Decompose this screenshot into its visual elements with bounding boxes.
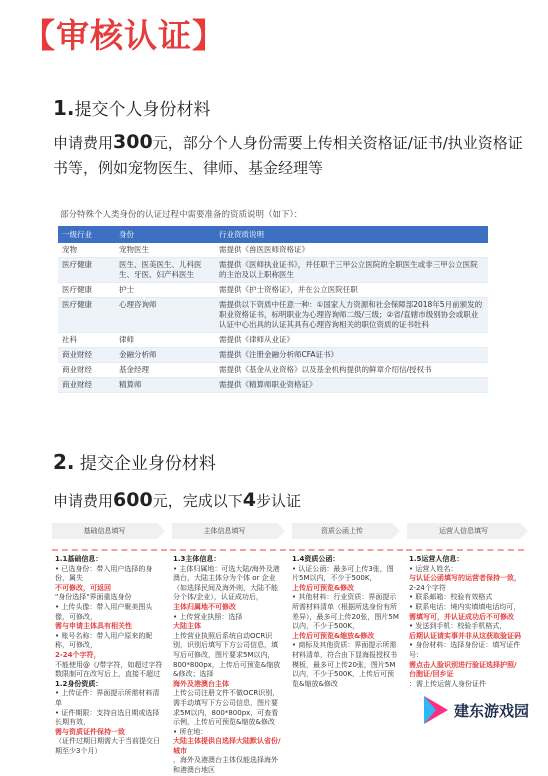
table-header-cell: 行业资质说明 xyxy=(215,226,488,243)
flow-line: （证件过期日期需大于当前提交日期至少3个月） xyxy=(55,737,160,755)
flow-line: • 联系电话：境内实填填电话均可， xyxy=(409,602,521,611)
table-row xyxy=(58,378,488,393)
flow-line: • 其他材料：行业资质：界面提示所需材料清单（根据所选身份有所差异），最多可上传20张，图片5M以内，不少于500K， xyxy=(292,593,399,631)
table-cell: 基金经理 xyxy=(115,363,215,378)
table-cell: 律师 xyxy=(115,333,215,348)
table-cell: 需提供《医师执业证书》，并任职于三甲公立医院的全职医生或非三甲公立医院的主治及以上职称医生 xyxy=(215,258,488,283)
flow-line: ：需上传运营人身份证件 xyxy=(409,679,486,688)
table-row xyxy=(58,283,488,298)
table-body xyxy=(58,243,488,393)
flow-line: 上传公司注册文件不做OCR识别，需手动填写下方公司信息，图片要求5M以内，800*800px，可查看示例，上传后可预览&缩放&修改 xyxy=(173,689,280,727)
table-row xyxy=(58,243,488,258)
flow-line: 1.2身份资质： xyxy=(55,679,103,688)
table-cell: 商业财经 xyxy=(58,348,115,363)
flow-line: 大陆主体提供自选择大陆默认省份/城市 xyxy=(173,737,281,755)
section2-fee: 600 xyxy=(113,489,153,511)
flow-line: 不能使用@《/带字符，如超过字符数限制可在改写后上，直接不超过 xyxy=(55,660,163,679)
flow-line: 上传后可预览&修改 xyxy=(292,583,355,592)
flow-line: • 上传营业执照：选择 xyxy=(173,612,243,621)
table-cell: 社科 xyxy=(58,333,115,348)
table-header-cell: 身份 xyxy=(115,226,215,243)
flow-line: • 联系邮箱：校验有效格式 xyxy=(409,593,493,602)
flow-line: 1.1基础信息： xyxy=(55,555,103,563)
table-cell: 心理咨询师 xyxy=(115,298,215,333)
table-header-cell: 一级行业 xyxy=(58,226,115,243)
flow-step-2: 主体信息填写 xyxy=(172,523,277,539)
flow-column-entity-info xyxy=(170,549,286,775)
table-cell: 需提供《护士资格证》，并在公立医院任职 xyxy=(215,283,488,298)
table-cell: 商业财经 xyxy=(58,363,115,378)
table-row xyxy=(58,333,488,348)
table-cell: 需提供《精算师职业资格证》 xyxy=(215,378,488,393)
table-row xyxy=(58,363,488,378)
flow-line: 主体归属地不可修改 xyxy=(173,602,236,611)
flow-line: ，海外及港澳台主体仅能选择海外和港澳台地区 xyxy=(173,756,278,775)
table-cell: 医疗健康 xyxy=(58,258,115,283)
table-cell: 需提供《律师从业证》 xyxy=(215,333,488,348)
table-cell: 护士 xyxy=(115,283,215,298)
flow-line: 需点击人脸识别进行验证选择护照/台胞证/回乡证 xyxy=(409,660,517,679)
section2-heading xyxy=(53,449,216,474)
flow-step-3: 资质公函上传 xyxy=(292,523,392,539)
flow-column-credentials xyxy=(289,549,403,734)
section1-heading-text: 提交个人身份材料 xyxy=(74,100,211,120)
section2-para-mid: 元，完成以下 xyxy=(152,492,243,510)
flow-line: 1.3主体信息： xyxy=(173,555,221,563)
section1-para-post: 元，部分个人身份需要上传相关资格证/证书/执业资格证书等，例如宠物医生、律师、基金经理等 xyxy=(53,134,523,177)
section2-number: 2. xyxy=(53,450,75,474)
flow-line: 上传营业执照后系统自动OCR识别，识别后填写下方公司信息，填写后可修改，图片要求5M以内，800*800px，上传后可预览&缩放&修改；选择 xyxy=(173,631,281,679)
section2-steps: 4 xyxy=(242,489,256,511)
table-row xyxy=(58,348,488,363)
flow-line: 1.5运营人信息： xyxy=(409,555,464,563)
flow-line: • 发送到手机：校验手机格式， xyxy=(409,622,507,631)
flow-line: 1.4资质公函： xyxy=(292,555,340,563)
section1-fee: 300 xyxy=(113,131,153,153)
table-cell: 金融分析师 xyxy=(115,348,215,363)
table-caption: 部分特殊个人类身份的认证过程中需要准备的资质说明（如下）： xyxy=(60,210,303,220)
flow-step-headers xyxy=(52,523,528,539)
qualification-table xyxy=(58,226,488,393)
flow-line: 海外及港澳台主体 xyxy=(173,679,229,688)
watermark-logo-icon xyxy=(420,694,450,726)
section1-number: 1. xyxy=(53,96,75,120)
table-cell: 需提供《注册金融分析师CFA证书》 xyxy=(215,348,488,363)
table-row xyxy=(58,258,488,283)
section1-heading xyxy=(53,95,211,120)
flow-line: • 已选身份：带入用户选择的身份，属失 xyxy=(55,564,153,583)
table-cell: 商业财经 xyxy=(58,378,115,393)
table-cell: 宠物 xyxy=(58,243,115,258)
flow-line: 需填写可，并认证成功后不可修改 xyxy=(409,612,514,621)
table-header-row xyxy=(58,226,488,243)
table-cell: 需提供以下资质中任意一种：①国家人力资源和社会保障部2018年5月前颁发的职业资格证书，标明职业为心理咨询师二级/三级；②省/直辖市级别协会或职业认证中心出具的认证其具有心理咨询相关的职位资质的证书牡科 xyxy=(215,298,488,333)
table-cell: 宠物医生 xyxy=(115,243,215,258)
section2-heading-text: 提交企业身份材料 xyxy=(79,454,216,474)
section1-para-pre: 申请费用 xyxy=(53,134,114,152)
flow-line: • 商标及其他资质：界面提示所需材料清单，符合由下显海报授权书模板，最多可上传20张，图片5M以内，不少于500K，上传后可预览&缩放&修改 xyxy=(292,641,397,688)
watermark xyxy=(418,690,530,730)
flow-line: • 所在地： xyxy=(173,727,208,736)
flow-line: • 运营人姓名： xyxy=(409,564,458,573)
flow-step-4: 运营人信息填写 xyxy=(407,523,520,539)
flow-line: • 认证公函：最多可上传3张，图片5M以内，不少于500K， xyxy=(292,564,394,583)
flow-line: 需与申请主体具有相关性 xyxy=(55,622,132,631)
flow-line: • 账号名称：带入用户原来的昵称，可修改， xyxy=(55,631,153,650)
flow-line: • 上传头像：带入用户聚美图头像，可修改， xyxy=(55,602,153,621)
table-cell: 需提供《基金从业资格》以及基金机构提供的鲜章介绍信/授权书 xyxy=(215,363,488,378)
flow-line: 后期认证请实事并非从这获取验证码 xyxy=(409,631,521,640)
flow-line: • 身份材料：选择身份证：填写证件号： xyxy=(409,641,521,659)
table-cell: 医生、医美医生、儿科医生、牙医、妇产科医生 xyxy=(115,258,215,283)
flow-line: 需与资质证件保持一致 xyxy=(55,727,125,736)
flow-line: • 上传证件：界面提示所需材料清单 xyxy=(55,689,160,707)
flow-line: "身份选择"界面重选身份 xyxy=(55,593,132,602)
flow-line: 不可修改，可返回 xyxy=(55,583,111,592)
table-cell: 需提供《兽医医师资格证》 xyxy=(215,243,488,258)
table-cell: 医疗健康 xyxy=(58,283,115,298)
flow-line: 2-24个字符 xyxy=(409,583,446,592)
section1-paragraph xyxy=(53,130,523,181)
table-cell: 精算师 xyxy=(115,378,215,393)
flow-line: 大陆主体 xyxy=(173,622,201,631)
page-title: 【审核认证】 xyxy=(22,16,226,55)
flow-line: 2-24个字符， xyxy=(55,650,101,659)
table-cell: 医疗健康 xyxy=(58,298,115,333)
flow-line: • 主体归属地：可选大陆/海外及港澳台，大陆主体分为个体 or 企业（如选择民间及海外则，大陆不能分个体/企业），认证成功后， xyxy=(173,564,280,602)
flow-line: 上传后可预览&缩放&修改 xyxy=(292,631,375,640)
section2-para-post: 步认证 xyxy=(255,492,301,510)
flow-step-1: 基础信息填写 xyxy=(52,523,157,539)
watermark-text: 建东游戏园 xyxy=(454,702,530,720)
flow-line: • 证件期限：支持自选日期或选择长期有效， xyxy=(55,708,160,727)
section2-para-pre: 申请费用 xyxy=(53,492,114,510)
flow-column-basic-info xyxy=(52,549,167,755)
flow-line: 与认证公函填写的运营者保持一致， xyxy=(409,574,521,583)
table-row xyxy=(58,298,488,333)
section2-paragraph xyxy=(53,488,301,514)
